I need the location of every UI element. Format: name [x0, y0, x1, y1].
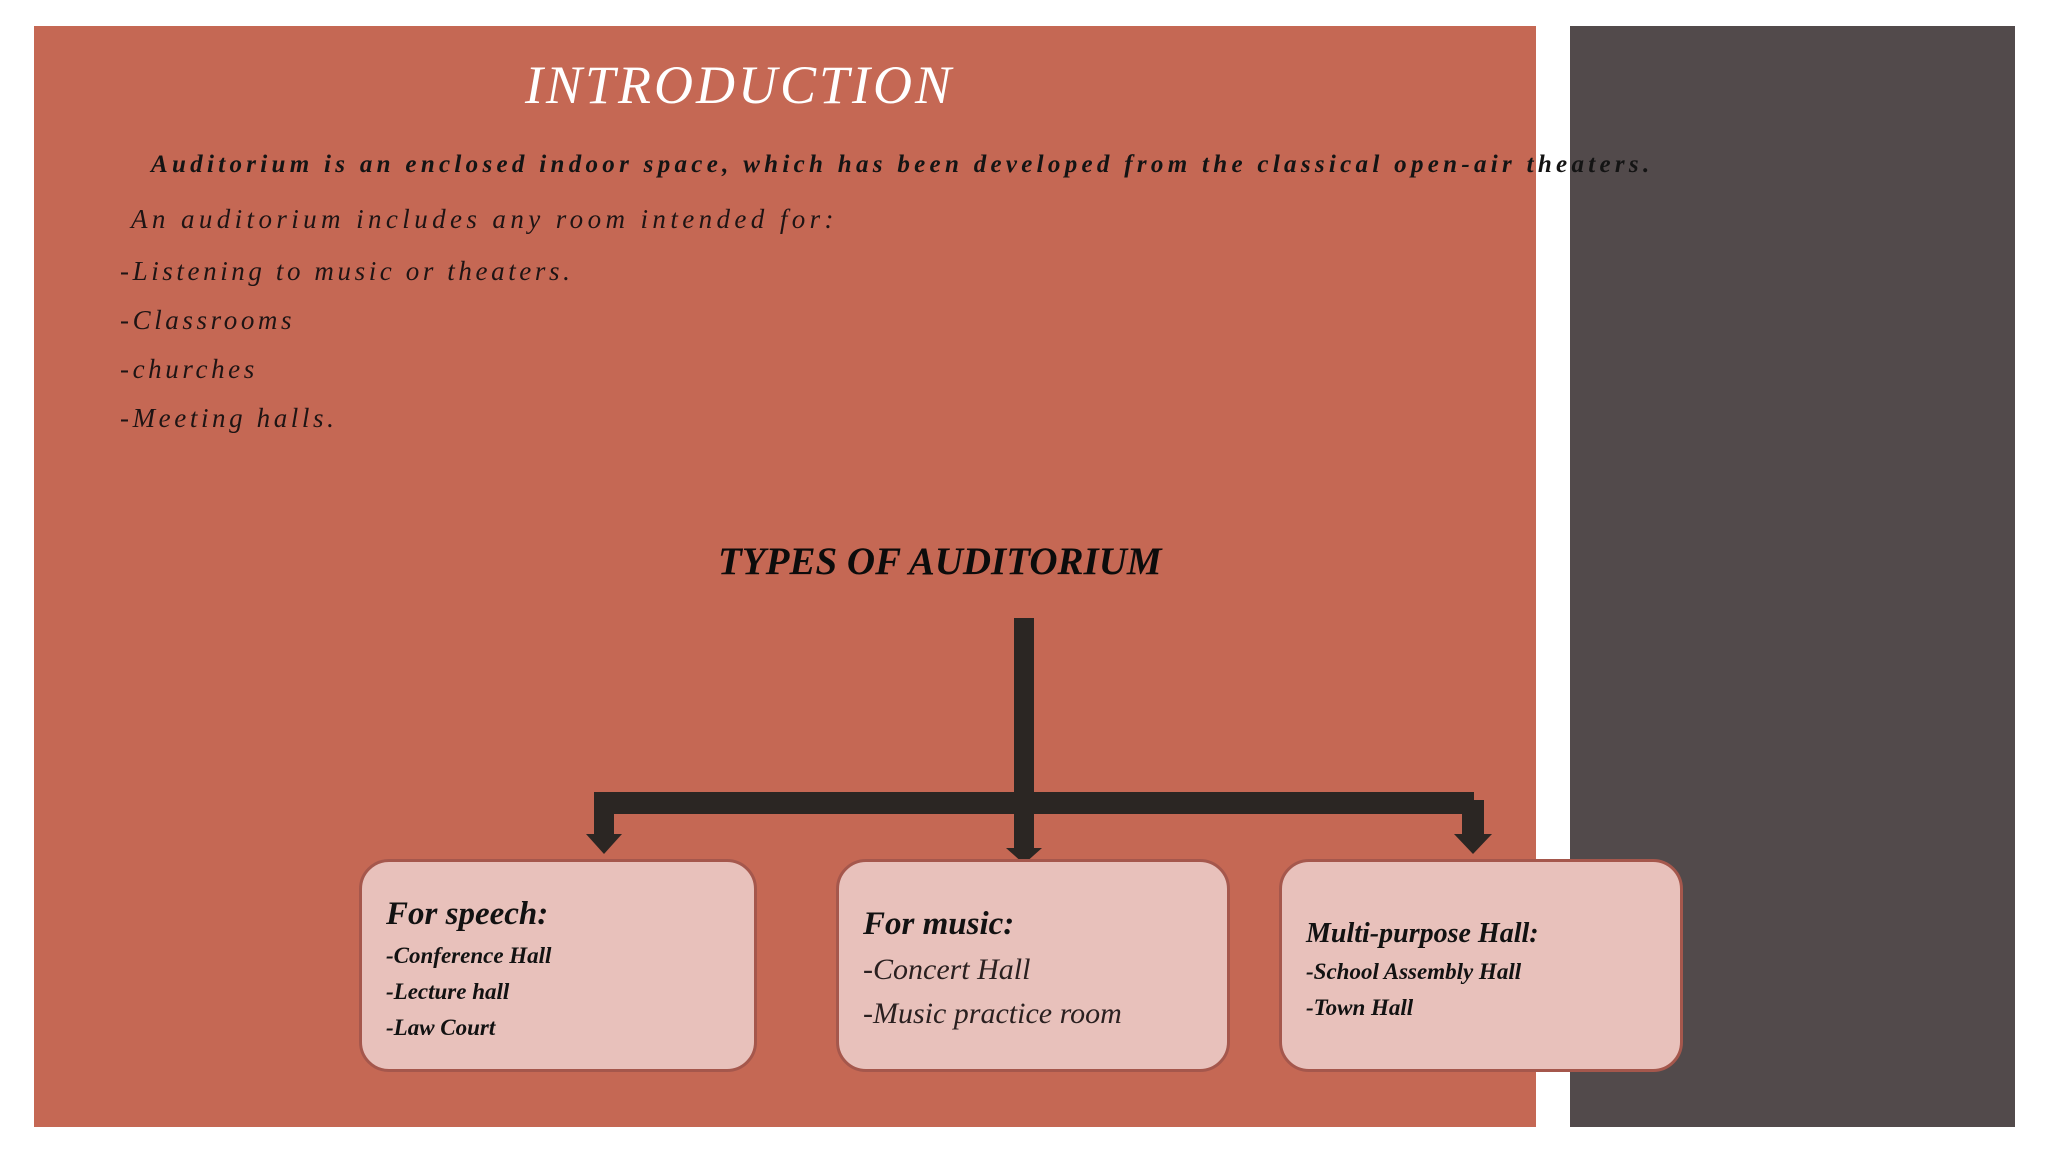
arrow-left-icon — [586, 834, 622, 854]
uses-item: -Classrooms — [120, 305, 296, 335]
type-box-heading: For music: — [863, 906, 1015, 942]
type-box-music — [836, 859, 1230, 1072]
uses-item: -Listening to music or theaters. — [120, 256, 574, 286]
types-heading: TYPES OF AUDITORIUM — [718, 540, 1162, 583]
type-box-item: -Town Hall — [1306, 995, 1414, 1020]
connector-stem — [1014, 618, 1034, 850]
connector-bar — [594, 792, 1474, 814]
uses-item: -churches — [120, 354, 258, 384]
type-box-item: -School Assembly Hall — [1306, 959, 1522, 984]
type-box-multipurpose — [1279, 859, 1683, 1072]
type-box-item: -Music practice room — [863, 997, 1122, 1030]
connector-right-drop — [1462, 800, 1484, 836]
uses-item: -Meeting halls. — [120, 403, 338, 433]
arrow-right-icon — [1454, 834, 1492, 854]
intro-text: An auditorium includes any room intended for: — [131, 204, 838, 234]
type-box-item: -Law Court — [386, 1015, 496, 1040]
type-box-heading: Multi-purpose Hall: — [1306, 918, 1539, 949]
type-box-list — [386, 941, 551, 1049]
type-box-heading: For speech: — [386, 896, 549, 932]
connector-left-drop — [594, 792, 614, 836]
type-box-item: -Conference Hall — [386, 943, 552, 968]
type-box-list — [1306, 957, 1521, 1029]
type-box-item: -Lecture hall — [386, 979, 510, 1004]
type-box-list — [863, 952, 1122, 1040]
lead-sentence: Auditorium is an enclosed indoor space, which has been developed from the classical open-air theaters. — [151, 151, 1654, 178]
slide-title: INTRODUCTION — [525, 55, 955, 115]
type-box-item: -Concert Hall — [863, 953, 1031, 986]
type-box-speech — [359, 859, 757, 1072]
